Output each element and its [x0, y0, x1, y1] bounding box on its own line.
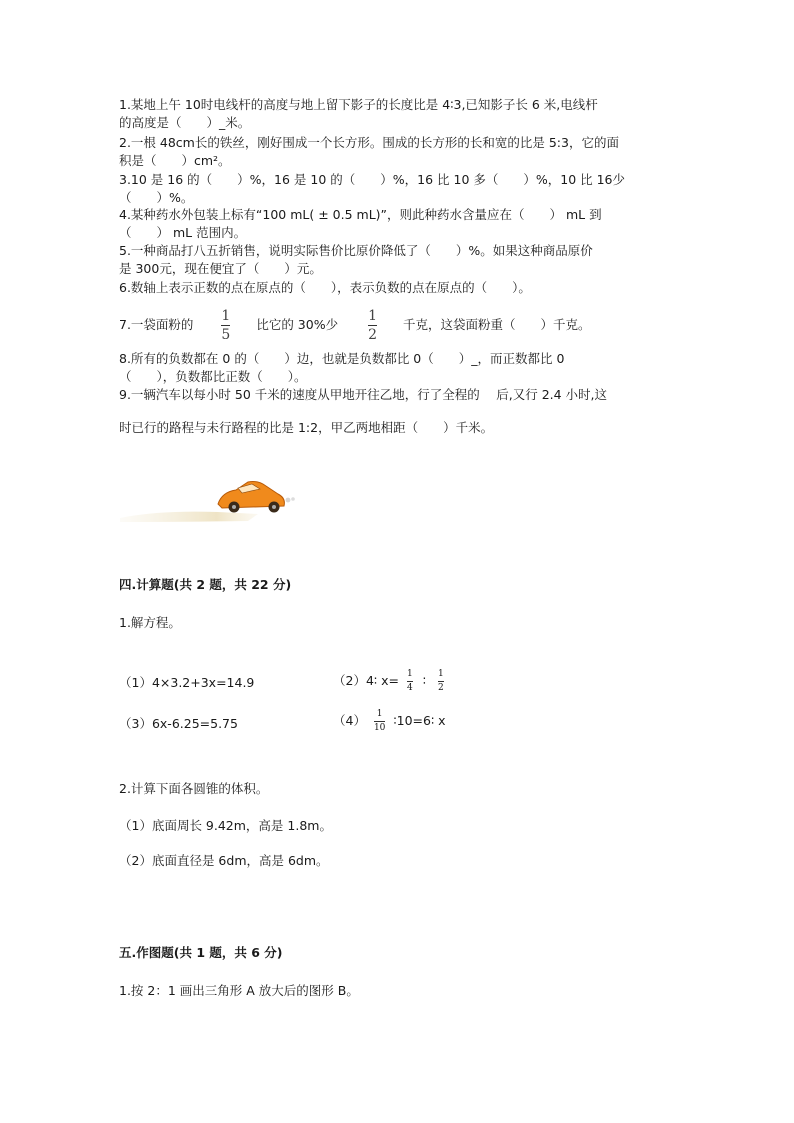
eq2-fraction-2	[438, 670, 444, 693]
q7-frac1-denominator: 5	[221, 327, 231, 343]
section4-q2-title: 2.计算下面各圆锥的体积。	[119, 781, 269, 796]
q7-part3: 千克，这袋面粉重（ ）千克。	[402, 317, 591, 332]
eq2-frac1-numerator: 1	[407, 669, 413, 679]
eq2-prefix: （2）4∶ x=	[333, 673, 400, 688]
q7-frac1-numerator: 1	[221, 308, 231, 324]
equation-2	[333, 666, 444, 696]
eq2-colon: ∶	[422, 673, 426, 688]
q8-line2: （ ），负数都比正数（ ）。	[119, 369, 307, 384]
q9-line1: 9.一辆汽车以每小时 50 千米的速度从甲地开往乙地，行了全程的 后,又行 2.4 小时,这	[119, 387, 608, 402]
eq2-fraction-1	[407, 670, 413, 693]
q7-frac2-numerator: 1	[368, 308, 377, 324]
section5-heading: 五.作图题(共 1 题，共 6 分)	[119, 945, 283, 960]
q4-line1: 4.某种药水外包装上标有“100 mL( ± 0.5 mL)”，则此种药水含量应在（ ） mL 到	[119, 207, 602, 222]
q1-line2: 的高度是（ ）_米。	[119, 115, 251, 130]
q9-line2: 时已行的路程与未行路程的比是 1:2，甲乙两地相距（ ）千米。	[119, 420, 494, 435]
equation-1: （1）4×3.2+3x=14.9	[119, 675, 255, 690]
eq4-prefix: （4）	[333, 713, 366, 728]
q3-line2: （ ）%。	[119, 190, 194, 205]
eq4-fraction	[374, 710, 385, 733]
q7-part1: 7.一袋面粉的	[119, 317, 194, 332]
equation-3: （3）6x-6.25=5.75	[119, 716, 238, 731]
q7-fraction-1	[221, 309, 230, 342]
section4-q2-part1: （1）底面周长 9.42m，高是 1.8m。	[119, 818, 332, 833]
eq4-frac-denominator: 10	[373, 723, 386, 733]
eq4-suffix: ∶10=6∶ x	[393, 713, 446, 728]
q8-line1: 8.所有的负数都在 0 的（ ）边，也就是负数都比 0（ ）_，而正数都比 0	[119, 351, 565, 366]
q4-line2: （ ） mL 范围内。	[119, 225, 247, 240]
section5-q1: 1.按 2：1 画出三角形 A 放大后的图形 B。	[119, 983, 359, 998]
car-illustration	[118, 474, 298, 524]
q6-line1: 6.数轴上表示正数的点在原点的（ ），表示负数的点在原点的（ ）。	[119, 280, 531, 295]
q2-line2: 积是（ ）cm²。	[119, 153, 231, 168]
eq4-frac-numerator: 1	[376, 709, 383, 719]
q2-line1: 2.一根 48cm长的铁丝，刚好围成一个长方形。围成的长方形的长和宽的比是 5:3，它的面	[119, 135, 619, 150]
q5-line2: 是 300元，现在便宜了（ ）元。	[119, 261, 322, 276]
q5-line1: 5.一种商品打八五折销售，说明实际售价比原价降低了（ ）%。如果这种商品原价	[119, 243, 593, 258]
equation-4	[333, 706, 446, 736]
section4-q1-title: 1.解方程。	[119, 615, 181, 630]
q7-line	[119, 308, 591, 342]
q7-fraction-2	[368, 309, 377, 342]
eq2-frac2-denominator: 2	[437, 683, 444, 693]
eq2-frac1-denominator: 4	[407, 683, 413, 693]
section4-heading: 四.计算题(共 2 题，共 22 分)	[119, 577, 292, 592]
eq2-frac2-numerator: 1	[437, 669, 444, 679]
q7-part2: 比它的 30%少	[256, 317, 339, 332]
q1-line1: 1.某地上午 10时电线杆的高度与地上留下影子的长度比是 4∶3,已知影子长 6 米,电线杆	[119, 97, 598, 112]
q7-frac2-denominator: 2	[368, 327, 377, 343]
q3-line1: 3.10 是 16 的（ ）%，16 是 10 的（ ）%，16 比 10 多（ ）%，10 比 16少	[119, 172, 626, 187]
section4-q2-part2: （2）底面直径是 6dm，高是 6dm。	[119, 853, 329, 868]
